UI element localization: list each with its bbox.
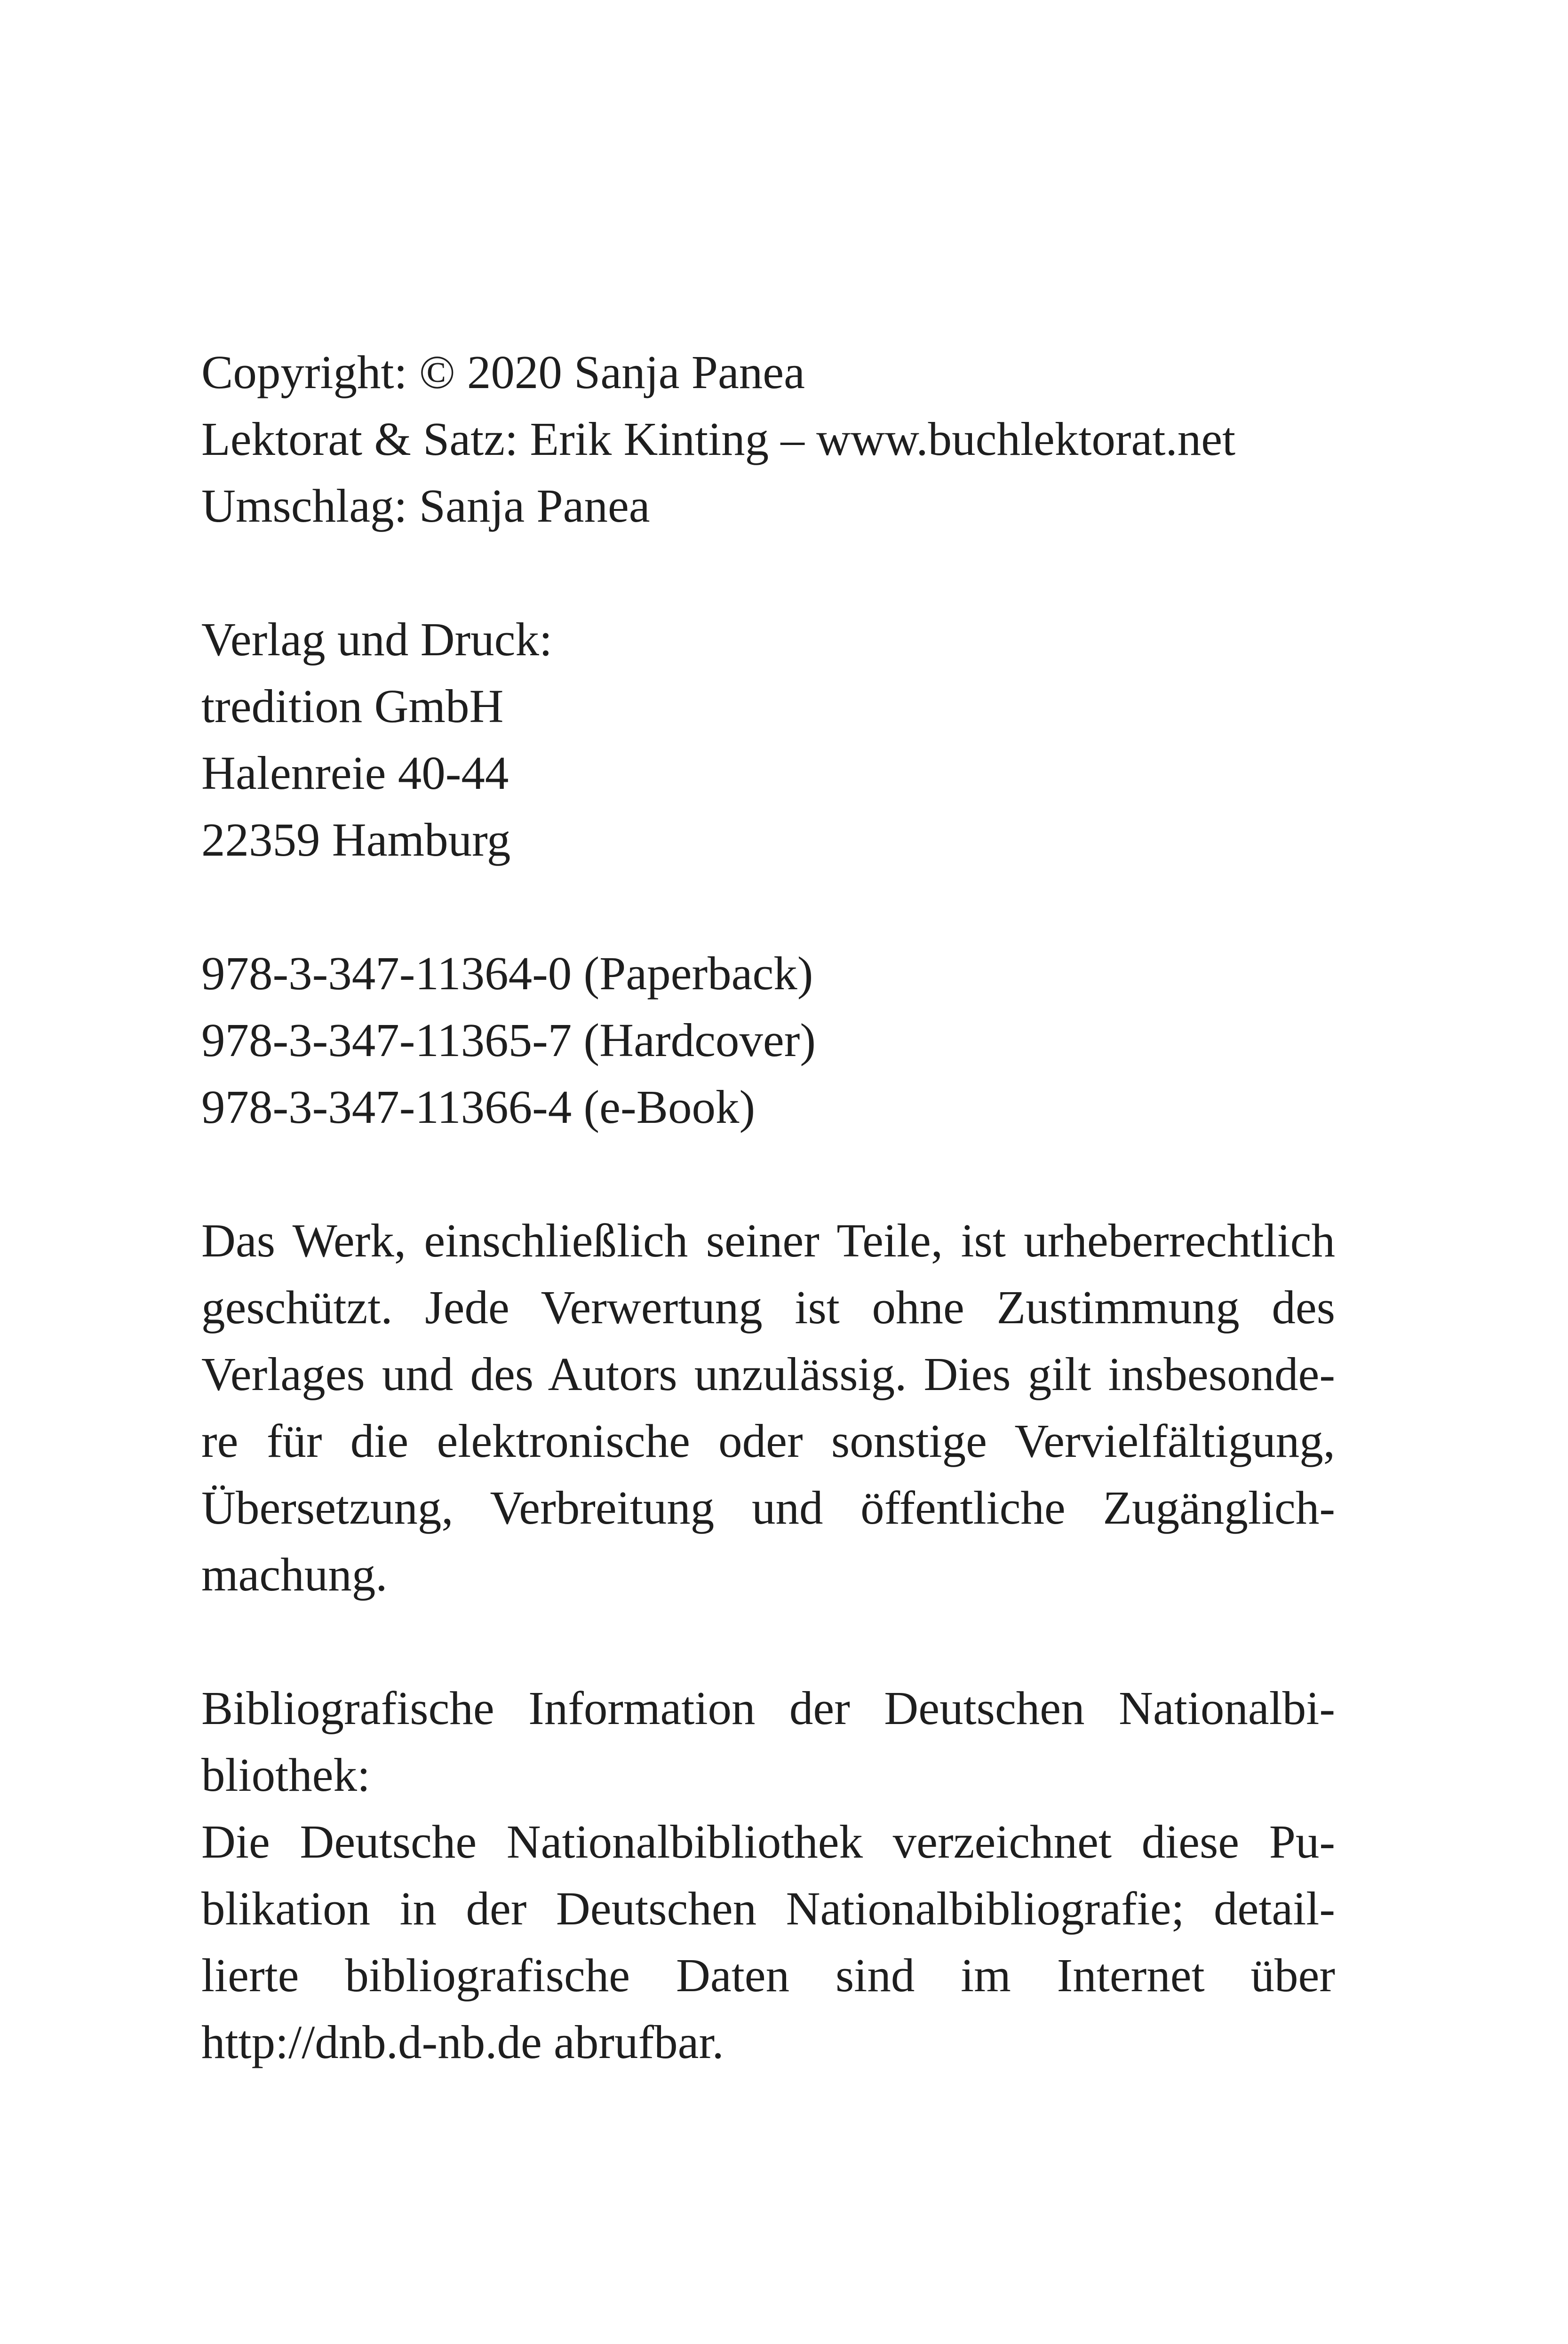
rights-line: geschützt. Jede Verwertung ist ohne Zustimmung des bbox=[201, 1281, 1335, 1334]
bibliographic-heading-line: bliothek: bbox=[201, 1748, 371, 1801]
cover-line: Umschlag: Sanja Panea bbox=[201, 479, 650, 532]
spacer bbox=[201, 1140, 1335, 1207]
spacer bbox=[201, 539, 1335, 606]
bibliographic-body-line: lierte bibliografische Daten sind im Internet über bbox=[201, 1949, 1335, 2002]
rights-line: machung. bbox=[201, 1548, 388, 1601]
editing-line: Lektorat & Satz: Erik Kinting – www.buchlektorat.net bbox=[201, 413, 1236, 465]
isbn-hardcover: 978-3-347-11365-7 (Hardcover) bbox=[201, 1014, 816, 1066]
bibliographic-body-line: http://dnb.d-nb.de abrufbar. bbox=[201, 2016, 724, 2068]
copyright-line: Copyright: © 2020 Sanja Panea bbox=[201, 346, 805, 398]
rights-line: Das Werk, einschließlich seiner Teile, ist urheberrechtlich bbox=[201, 1214, 1335, 1267]
isbn-ebook: 978-3-347-11366-4 (e-Book) bbox=[201, 1081, 756, 1133]
rights-line: Verlages und des Autors unzulässig. Dies gilt insbesonde- bbox=[201, 1348, 1335, 1400]
isbn-paperback: 978-3-347-11364-0 (Paperback) bbox=[201, 947, 813, 1000]
publisher-street: Halenreie 40-44 bbox=[201, 747, 509, 799]
spacer bbox=[201, 1608, 1335, 1675]
bibliographic-body-line: blikation in der Deutschen Nationalbibliografie; detail- bbox=[201, 1882, 1335, 1935]
rights-notice bbox=[201, 1207, 1335, 1608]
bibliographic-info bbox=[201, 1675, 1335, 2075]
rights-line: Übersetzung, Verbreitung und öffentliche Zugänglich- bbox=[201, 1481, 1335, 1534]
isbn-block bbox=[201, 940, 1335, 1140]
imprint-content bbox=[201, 339, 1335, 2075]
publisher-block bbox=[201, 606, 1335, 873]
publisher-city: 22359 Hamburg bbox=[201, 813, 511, 866]
publisher-heading: Verlag und Druck: bbox=[201, 613, 553, 666]
spacer bbox=[201, 873, 1335, 940]
rights-line: re für die elektronische oder sonstige Vervielfältigung, bbox=[201, 1414, 1335, 1467]
bibliographic-body-line: Die Deutsche Nationalbibliothek verzeichnet diese Pu- bbox=[201, 1815, 1335, 1868]
bibliographic-heading-line: Bibliografische Information der Deutschen Nationalbi- bbox=[201, 1682, 1335, 1734]
publisher-name: tredition GmbH bbox=[201, 680, 504, 732]
credits-block bbox=[201, 339, 1335, 539]
